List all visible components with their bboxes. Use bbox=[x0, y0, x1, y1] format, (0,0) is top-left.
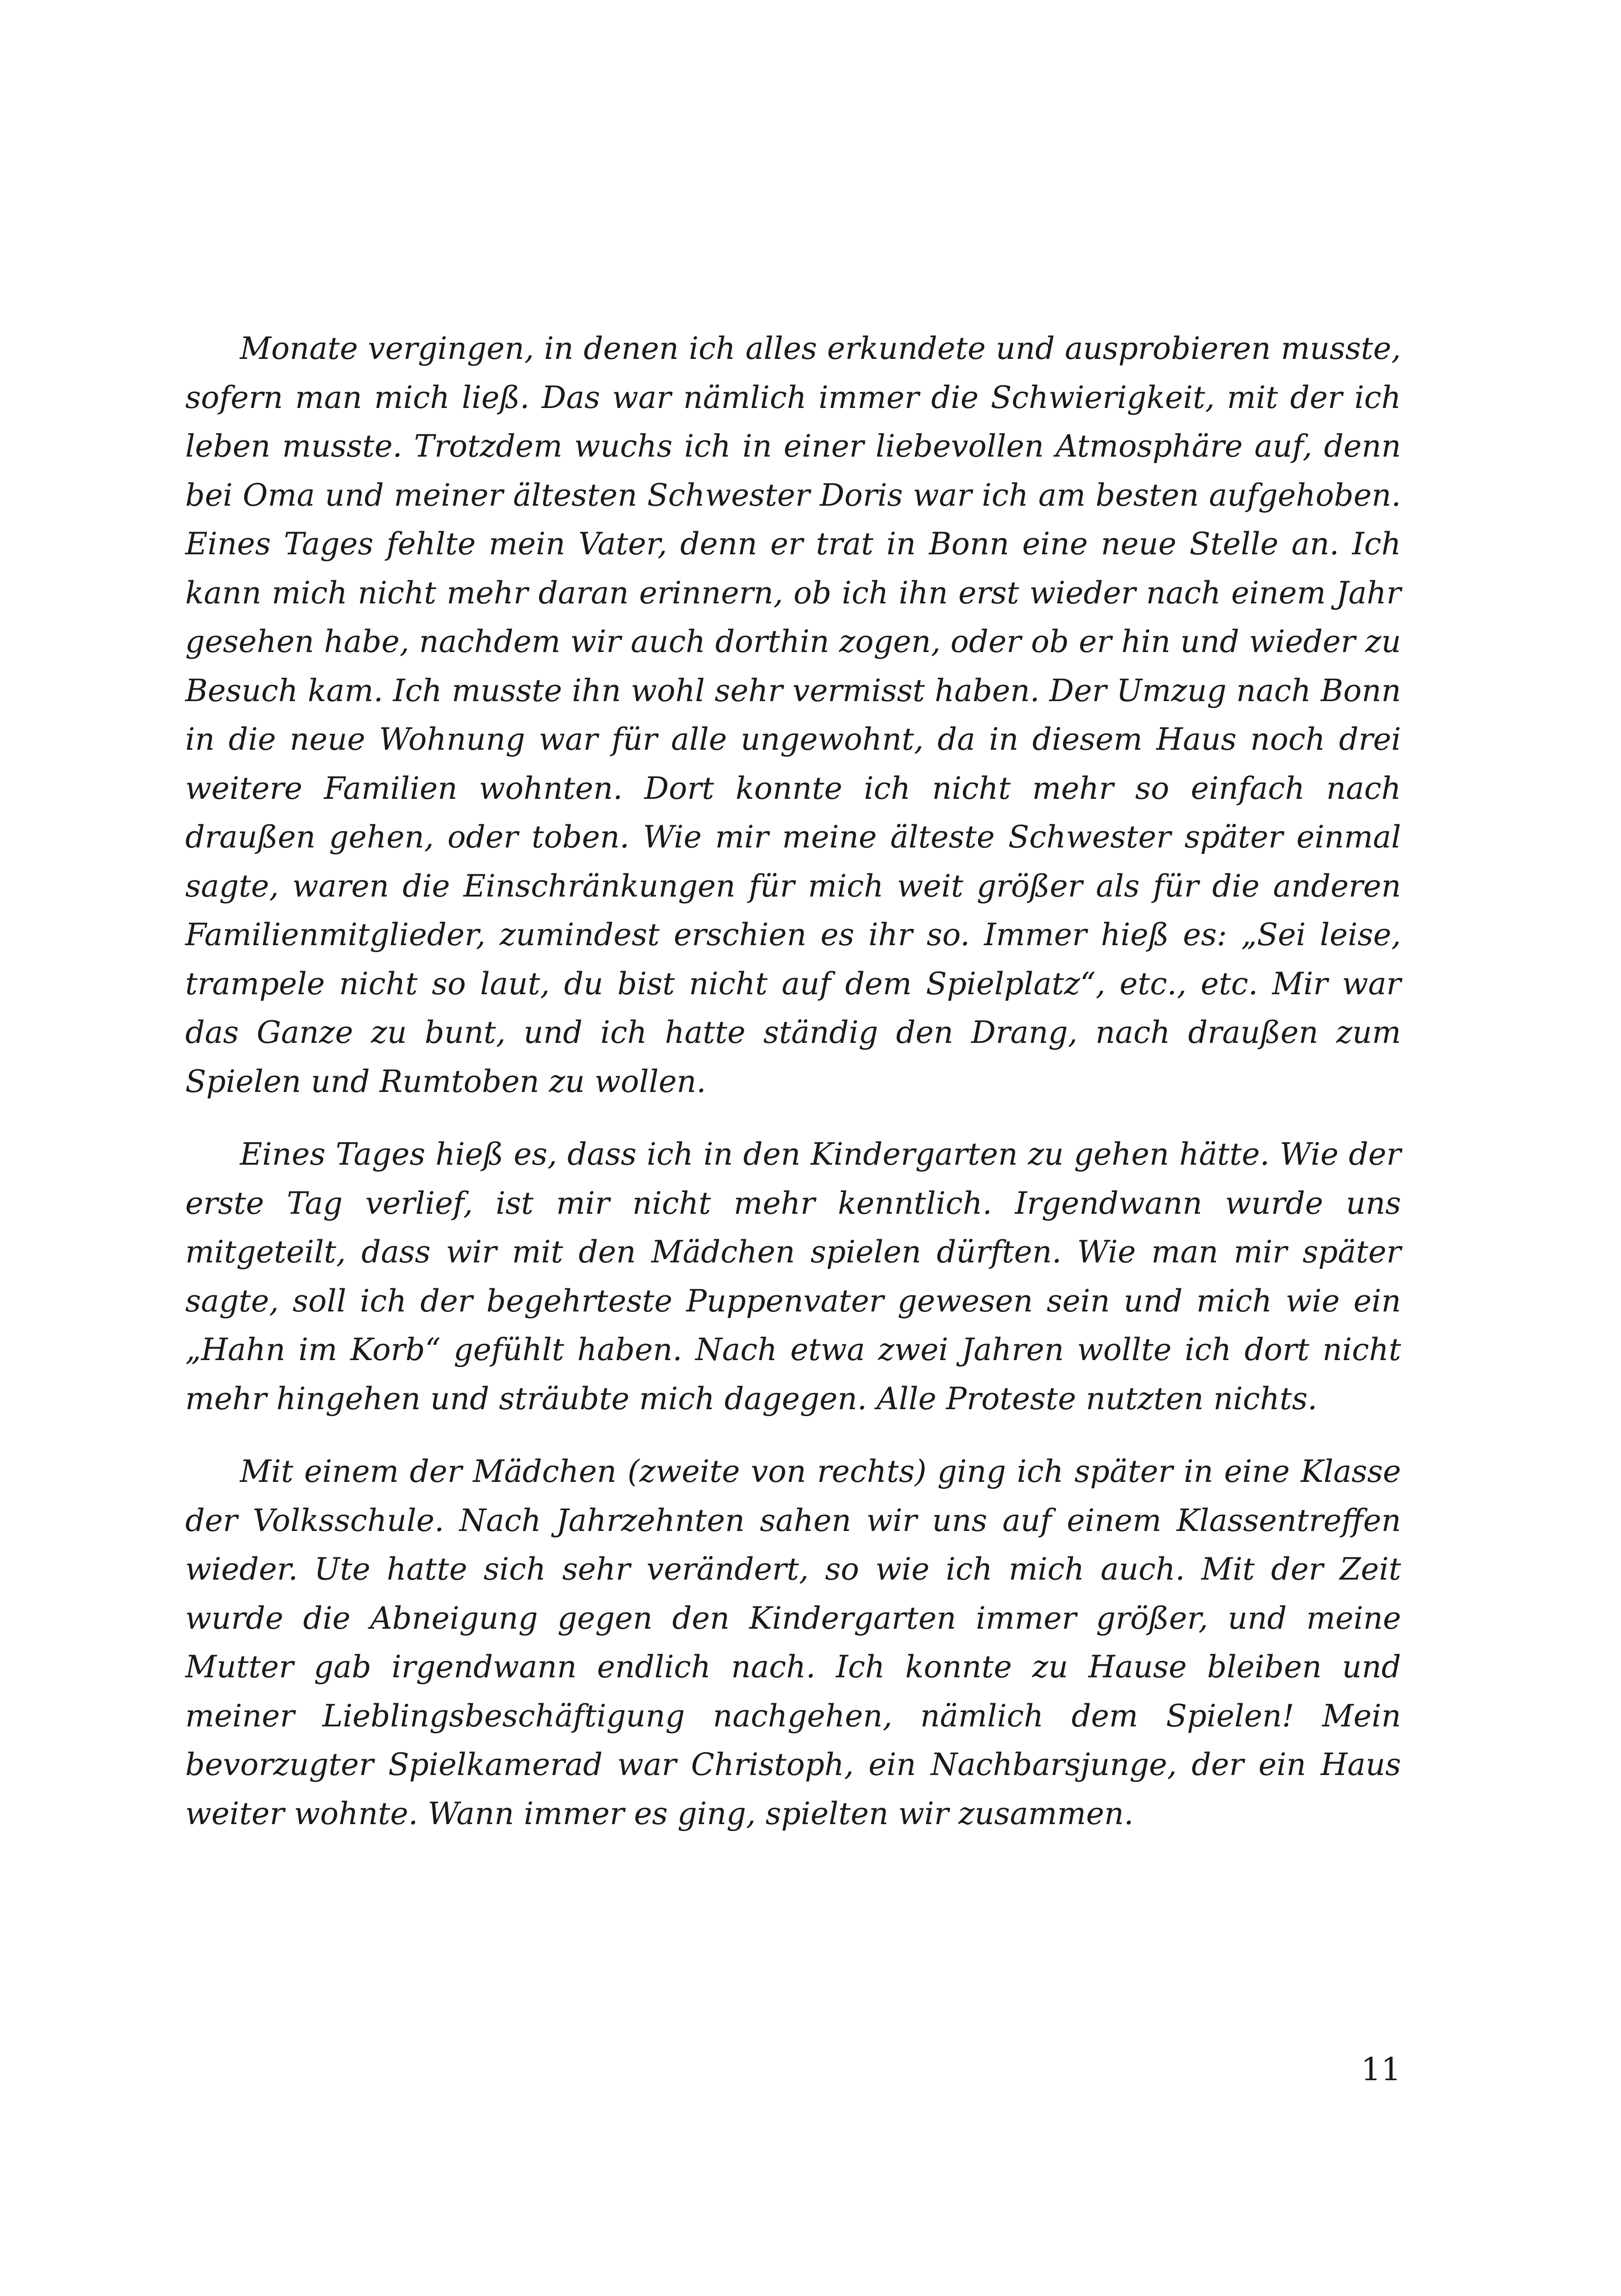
body-text bbox=[185, 324, 1401, 1838]
paragraph-2: Eines Tages hieß es, dass ich in den Kindergarten zu gehen hätte. Wie der erste Tag verlief, ist mir nicht mehr kenntlich. Irgendwann wurde uns mitgeteilt, dass wir mit den Mädchen spielen dürften. Wie man mir später sagte, soll ich der begehrteste Puppenvater gewesen sein und mich wie ein „Hahn im Korb“ gefühlt haben. Nach etwa zwei Jahren wollte ich dort nicht mehr hingehen und sträubte mich dagegen. Alle Proteste nutzten nichts. bbox=[185, 1136, 1401, 1417]
paragraph-3: Mit einem der Mädchen (zweite von rechts) ging ich später in eine Klasse der Volksschule. Nach Jahrzehnten sahen wir uns auf einem Klassentreffen wieder. Ute hatte sich sehr verändert, so wie ich mich auch. Mit der Zeit wurde die Abneigung gegen den Kindergarten immer größer, und meine Mutter gab irgendwann endlich nach. Ich konnte zu Hause bleiben und meiner Lieblingsbeschäftigung nachgehen, nämlich dem Spielen! Mein bevorzugter Spielkamerad war Christoph, ein Nachbarsjunge, der ein Haus weiter wohnte. Wann immer es ging, spielten wir zusammen. bbox=[185, 1454, 1401, 1832]
paragraph-1: Monate vergingen, in denen ich alles erkundete und ausprobieren musste, sofern man mich ließ. Das war nämlich immer die Schwierigkeit, mit der ich leben musste. Trotzdem wuchs ich in einer liebevollen Atmosphäre auf, denn bei Oma und meiner ältesten Schwester Doris war ich am besten aufgehoben. Eines Tages fehlte mein Vater, denn er trat in Bonn eine neue Stelle an. Ich kann mich nicht mehr daran erinnern, ob ich ihn erst wieder nach einem Jahr gesehen habe, nachdem wir auch dorthin zogen, oder ob er hin und wieder zu Besuch kam. Ich musste ihn wohl sehr vermisst haben. Der Umzug nach Bonn in die neue Wohnung war für alle ungewohnt, da in diesem Haus noch drei weitere Familien wohnten. Dort konnte ich nicht mehr so einfach nach draußen gehen, oder toben. Wie mir meine älteste Schwester später einmal sagte, waren die Einschränkungen für mich weit größer als für die anderen Familienmitglieder, zumindest erschien es ihr so. Immer hieß es: „Sei leise, trampele nicht so laut, du bist nicht auf dem Spielplatz“, etc., etc. Mir war das Ganze zu bunt, und ich hatte ständig den Drang, nach draußen zum Spielen und Rumtoben zu wollen. bbox=[185, 331, 1401, 1099]
page-number: 11 bbox=[1361, 2051, 1401, 2088]
